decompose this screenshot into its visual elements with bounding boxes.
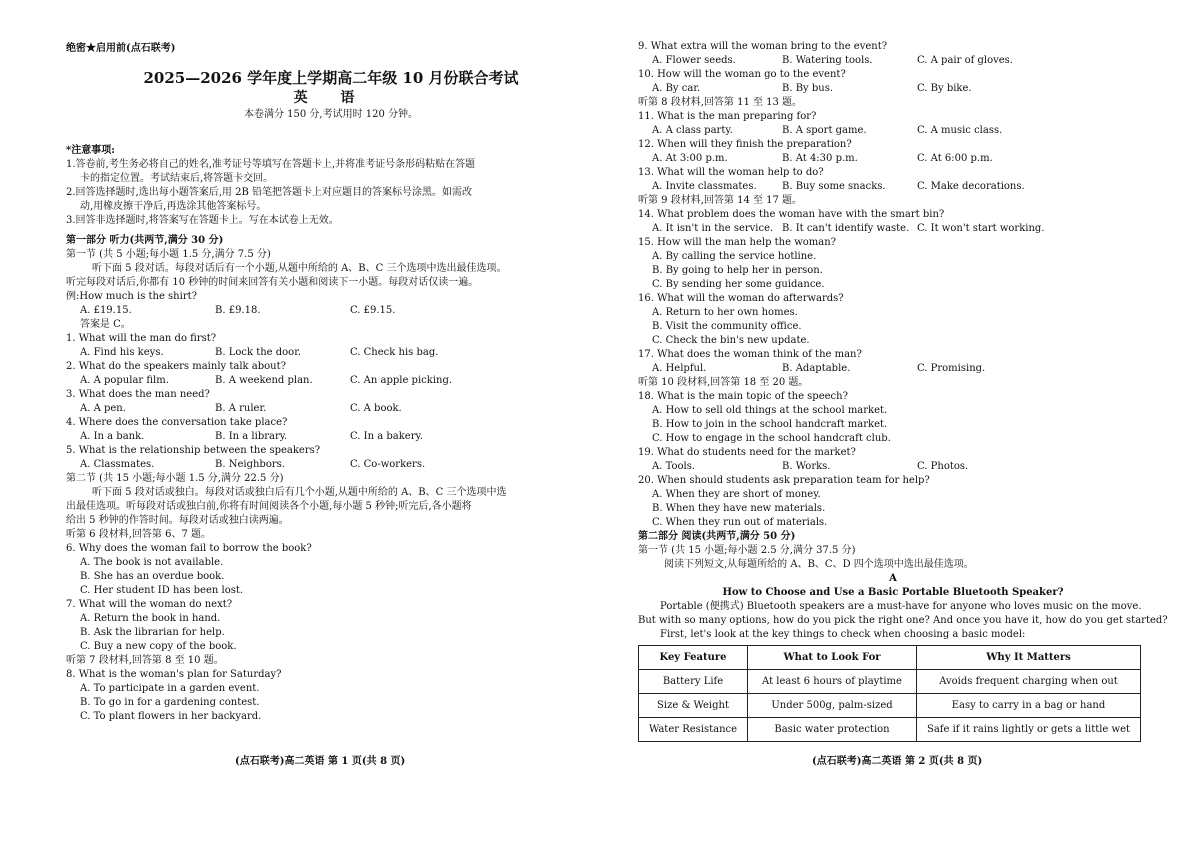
table-cell: Safe if it rains lightly or gets a little wet xyxy=(917,718,1141,742)
question: 18. What is the main topic of the speech? xyxy=(638,391,848,402)
option: C. In a bakery. xyxy=(350,431,423,442)
options-row xyxy=(638,460,1148,474)
option: A. Flower seeds. xyxy=(652,55,736,66)
option: C. A pair of gloves. xyxy=(917,55,1013,66)
option: A. In a bank. xyxy=(80,431,145,442)
part-1-heading: 第一部分 听力(共两节,满分 30 分) xyxy=(66,235,224,246)
option: A. Return to her own homes. xyxy=(652,307,798,318)
option: B. Neighbors. xyxy=(215,459,285,470)
question: 14. What problem does the woman have with the smart bin? xyxy=(638,209,945,220)
option: B. A weekend plan. xyxy=(215,375,313,386)
option: B. Ask the librarian for help. xyxy=(80,627,225,638)
question: 6. Why does the woman fail to borrow the book? xyxy=(66,543,312,554)
table-cell: Basic water protection xyxy=(748,718,917,742)
option: A. A pen. xyxy=(80,403,126,414)
question: 5. What is the relationship between the speakers? xyxy=(66,445,321,456)
option: B. £9.18. xyxy=(215,305,261,316)
confidential-mark: 绝密★启用前(点石联考) xyxy=(66,43,176,54)
page-2 xyxy=(638,40,1168,742)
table-row xyxy=(639,718,1141,742)
option: B. A ruler. xyxy=(215,403,267,414)
options-row xyxy=(66,346,596,360)
option: B. Lock the door. xyxy=(215,347,302,358)
material-note: 听第 7 段材料,回答第 8 至 10 题。 xyxy=(66,655,224,666)
options-row xyxy=(638,82,1148,96)
options-row xyxy=(66,458,596,472)
option: A. A popular film. xyxy=(80,375,169,386)
option: C. Make decorations. xyxy=(917,181,1025,192)
example-answer: 答案是 C。 xyxy=(80,319,131,330)
section-2-instruction: 听下面 5 段对话或独白。每段对话或独白后有几个小题,从题中所给的 A、B、C 三个选项中选 xyxy=(92,487,507,498)
table-cell: Size & Weight xyxy=(639,694,748,718)
column-header: What to Look For xyxy=(748,646,917,670)
notice-title: *注意事项: xyxy=(66,145,115,156)
option: A. At 3:00 p.m. xyxy=(652,153,728,164)
question: 15. How will the man help the woman? xyxy=(638,237,837,248)
options-row xyxy=(66,402,596,416)
option: C. Promising. xyxy=(917,363,986,374)
question: 20. When should students ask preparation team for help? xyxy=(638,475,930,486)
option: B. Visit the community office. xyxy=(652,321,802,332)
page-1 xyxy=(66,40,596,724)
section-1-instruction: 听完每段对话后,你都有 10 秒钟的时间来回答有关小题和阅读下一小题。每段对话仅读一遍。 xyxy=(66,277,479,288)
table-row xyxy=(639,694,1141,718)
section-2-instruction: 给出 5 秒钟的作答时间。每段对话或独白读两遍。 xyxy=(66,515,289,526)
passage-paragraph: But with so many options, how do you pick the right one? And once you have it, how do you get started? xyxy=(638,615,1168,626)
option: B. At 4:30 p.m. xyxy=(782,153,858,164)
option: C. By sending her some guidance. xyxy=(652,279,825,290)
option: C. £9.15. xyxy=(350,305,396,316)
passage-letter: A xyxy=(889,573,897,584)
option: B. Watering tools. xyxy=(782,55,873,66)
example-options xyxy=(66,304,596,318)
option: A. When they are short of money. xyxy=(652,489,821,500)
option: A. Tools. xyxy=(652,461,696,472)
notice-line: 2.回答选择题时,选出每小题答案后,用 2B 铅笔把答题卡上对应题目的答案标号涂黑。如需改 xyxy=(66,187,472,198)
notice-line: 1.答卷前,考生务必将自己的姓名,准考证号等填写在答题卡上,并将准考证号条形码粘贴在答题 xyxy=(66,159,476,170)
example-question: 例:How much is the shirt? xyxy=(66,291,197,302)
material-note: 听第 10 段材料,回答第 18 至 20 题。 xyxy=(638,377,809,388)
option: C. By bike. xyxy=(917,83,972,94)
key-feature-table xyxy=(638,645,1141,742)
question: 12. When will they finish the preparation? xyxy=(638,139,852,150)
question: 10. How will the woman go to the event? xyxy=(638,69,846,80)
option: C. A music class. xyxy=(917,125,1003,136)
option: B. In a library. xyxy=(215,431,288,442)
options-row xyxy=(638,54,1148,68)
option: C. Check the bin's new update. xyxy=(652,335,810,346)
option: C. A book. xyxy=(350,403,402,414)
question: 16. What will the woman do afterwards? xyxy=(638,293,844,304)
option: B. To go in for a gardening contest. xyxy=(80,697,260,708)
option: C. Co-workers. xyxy=(350,459,426,470)
option: C. At 6:00 p.m. xyxy=(917,153,993,164)
table-row xyxy=(639,670,1141,694)
subject-title: 英 语 xyxy=(293,90,369,106)
passage-paragraph: Portable (便携式) Bluetooth speakers are a must-have for anyone who loves music on the move. xyxy=(660,601,1142,612)
column-header: Why It Matters xyxy=(917,646,1141,670)
option: B. How to join in the school handcraft market. xyxy=(652,419,888,430)
table-cell: Easy to carry in a bag or hand xyxy=(917,694,1141,718)
page-1-footer: (点石联考)高二英语 第 1 页(共 8 页) xyxy=(235,756,406,767)
column-header: Key Feature xyxy=(639,646,748,670)
exam-title: 2025—2026 学年度上学期高二年级 10 月份联合考试 xyxy=(143,69,519,87)
table-cell: Battery Life xyxy=(639,670,748,694)
option: B. By bus. xyxy=(782,83,834,94)
page-2-footer: (点石联考)高二英语 第 2 页(共 8 页) xyxy=(812,756,983,767)
passage-paragraph: First, let's look at the key things to check when choosing a basic model: xyxy=(660,629,1026,640)
question: 7. What will the woman do next? xyxy=(66,599,233,610)
option: B. Works. xyxy=(782,461,831,472)
option: C. It won't start working. xyxy=(917,223,1045,234)
option: C. How to engage in the school handcraft club. xyxy=(652,433,891,444)
option: A. By calling the service hotline. xyxy=(652,251,817,262)
option: B. A sport game. xyxy=(782,125,867,136)
option: C. Buy a new copy of the book. xyxy=(80,641,237,652)
question: 4. Where does the conversation take place? xyxy=(66,417,288,428)
option: A. £19.15. xyxy=(80,305,132,316)
notice-line: 卡的指定位置。考试结束后,将答题卡交回。 xyxy=(80,173,274,184)
option: C. Photos. xyxy=(917,461,969,472)
reading-section-1-heading: 第一节 (共 15 小题;每小题 2.5 分,满分 37.5 分) xyxy=(638,545,856,556)
options-row xyxy=(638,362,1148,376)
question: 19. What do students need for the market? xyxy=(638,447,856,458)
options-row xyxy=(638,124,1148,138)
option: A. Helpful. xyxy=(652,363,707,374)
option: B. Adaptable. xyxy=(782,363,851,374)
options-row xyxy=(66,430,596,444)
option: A. Invite classmates. xyxy=(652,181,757,192)
option: A. To participate in a garden event. xyxy=(80,683,260,694)
option: A. Classmates. xyxy=(80,459,155,470)
option: C. To plant flowers in her backyard. xyxy=(80,711,262,722)
option: A. Find his keys. xyxy=(80,347,164,358)
table-cell: Under 500g, palm-sized xyxy=(748,694,917,718)
notice-line: 动,用橡皮擦干净后,再选涂其他答案标号。 xyxy=(80,201,267,212)
notice-line: 3.回答非选择题时,将答案写在答题卡上。写在本试卷上无效。 xyxy=(66,215,339,226)
table-cell: Water Resistance xyxy=(639,718,748,742)
option: C. When they run out of materials. xyxy=(652,517,828,528)
option: C. Check his bag. xyxy=(350,347,439,358)
question: 1. What will the man do first? xyxy=(66,333,217,344)
question: 13. What will the woman help to do? xyxy=(638,167,824,178)
option: A. Return the book in hand. xyxy=(80,613,221,624)
option: B. By going to help her in person. xyxy=(652,265,823,276)
options-row xyxy=(66,374,596,388)
option: A. The book is not available. xyxy=(80,557,224,568)
question: 3. What does the man need? xyxy=(66,389,210,400)
option: B. She has an overdue book. xyxy=(80,571,225,582)
question: 11. What is the man preparing for? xyxy=(638,111,817,122)
question: 2. What do the speakers mainly talk about? xyxy=(66,361,286,372)
section-2-instruction: 出最佳选项。听每段对话或独白前,你将有时间阅读各个小题,每小题 5 秒钟;听完后,各小题将 xyxy=(66,501,472,512)
option: A. By car. xyxy=(652,83,701,94)
passage-title: How to Choose and Use a Basic Portable Bluetooth Speaker? xyxy=(722,587,1064,598)
reading-instruction: 阅读下列短文,从每题所给的 A、B、C、D 四个选项中选出最佳选项。 xyxy=(664,559,974,570)
options-row xyxy=(638,222,1148,236)
part-2-heading: 第二部分 阅读(共两节,满分 50 分) xyxy=(638,531,796,542)
option: A. How to sell old things at the school market. xyxy=(652,405,888,416)
table-cell: Avoids frequent charging when out xyxy=(917,670,1141,694)
option: A. It isn't in the service. xyxy=(652,223,774,234)
question: 17. What does the woman think of the man? xyxy=(638,349,862,360)
score-note: 本卷满分 150 分,考试用时 120 分钟。 xyxy=(243,109,419,120)
material-note: 听第 9 段材料,回答第 14 至 17 题。 xyxy=(638,195,803,206)
section-1-instruction: 听下面 5 段对话。每段对话后有一个小题,从题中所给的 A、B、C 三个选项中选出最佳选项。 xyxy=(92,263,507,274)
option: A. A class party. xyxy=(652,125,733,136)
question: 8. What is the woman's plan for Saturday? xyxy=(66,669,282,680)
option: B. Buy some snacks. xyxy=(782,181,886,192)
option: C. An apple picking. xyxy=(350,375,453,386)
option: B. When they have new materials. xyxy=(652,503,826,514)
options-row xyxy=(638,180,1148,194)
question: 9. What extra will the woman bring to the event? xyxy=(638,41,888,52)
table-cell: At least 6 hours of playtime xyxy=(748,670,917,694)
material-note: 听第 8 段材料,回答第 11 至 13 题。 xyxy=(638,97,803,108)
table-header-row xyxy=(639,646,1141,670)
option: C. Her student ID has been lost. xyxy=(80,585,244,596)
option: B. It can't identify waste. xyxy=(782,223,910,234)
material-note: 听第 6 段材料,回答第 6、7 题。 xyxy=(66,529,211,540)
section-1-heading: 第一节 (共 5 小题;每小题 1.5 分,满分 7.5 分) xyxy=(66,249,271,260)
options-row xyxy=(638,152,1148,166)
section-2-heading: 第二节 (共 15 小题;每小题 1.5 分,满分 22.5 分) xyxy=(66,473,284,484)
